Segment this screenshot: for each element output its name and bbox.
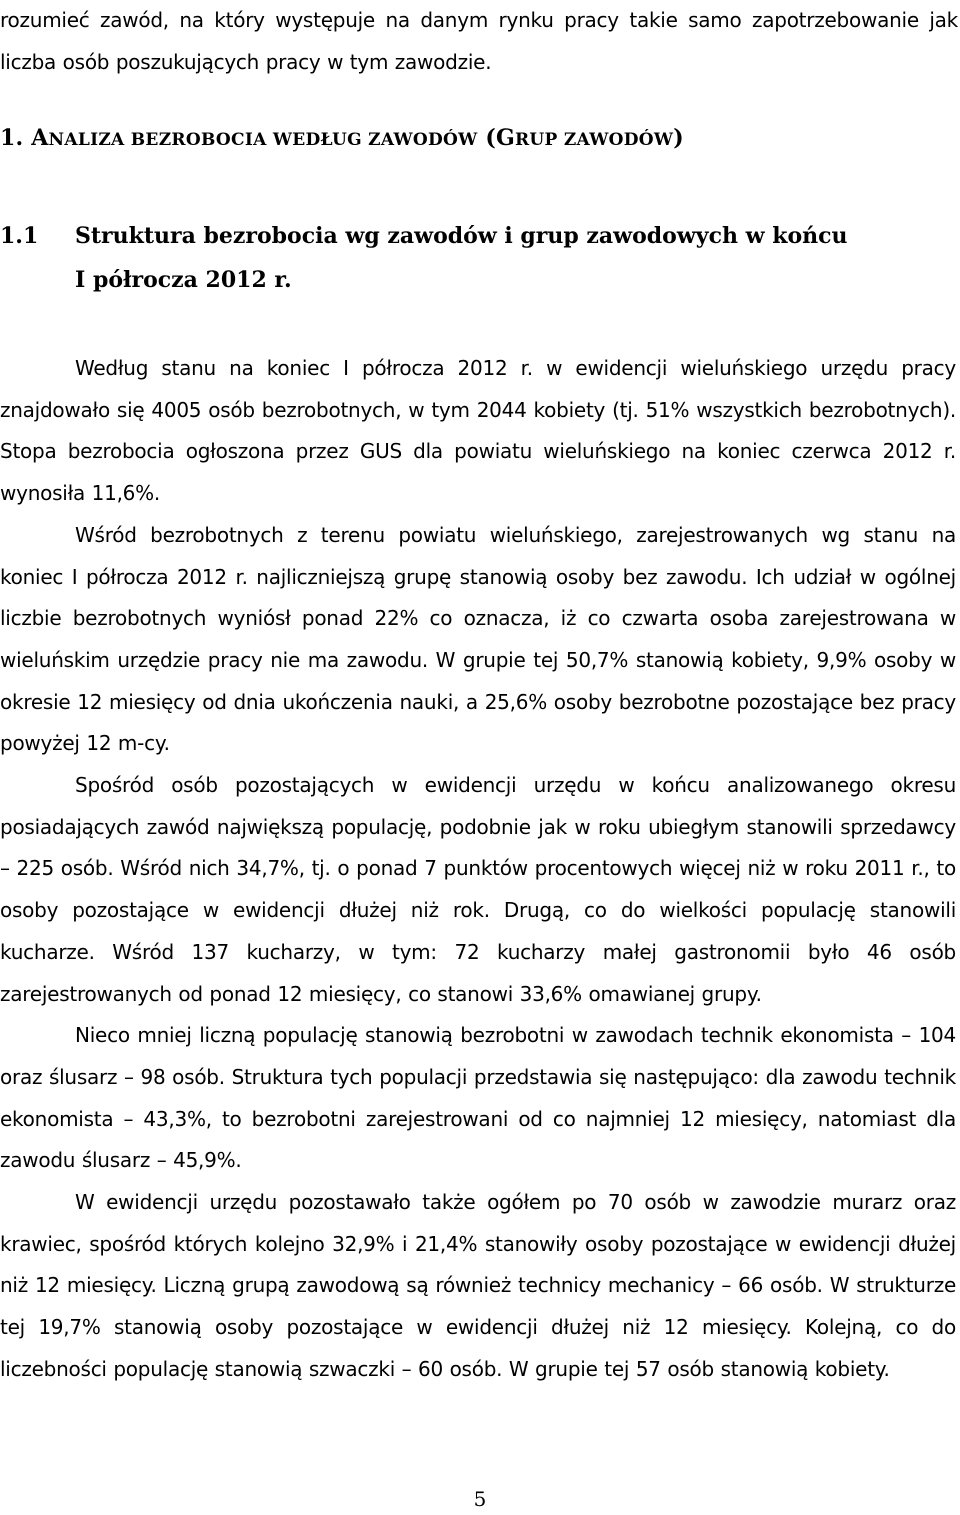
section-number: 1.	[0, 125, 32, 151]
paragraph-no-profession: Wśród bezrobotnych z terenu powiatu wieluńskiego, zarejestrowanych wg stanu na koniec I półrocza 2012 r. najliczniejszą grupę stanowią osoby bez zawodu. Ich udział w ogólnej liczbie bezrobotnych wyniósł ponad 22% co oznacza, iż co czwarta osoba zarejestrowana w wieluńskim urzędzie pracy nie ma zawodu. W grupie tej 50,7% stanowią kobiety, 9,9% osoby w okresie 12 miesięcy od dnia ukończenia nauki, a 25,6% osoby bezrobotne pozostające bez pracy powyżej 12 m-cy.	[0, 522, 956, 756]
section-title-rest: NALIZA BEZROBOCIA WEDŁUG ZAWODÓW	[48, 130, 478, 150]
paragraph-unemployment-stats: Według stanu na koniec I półrocza 2012 r. w ewidencji wieluńskiego urzędu pracy znajdowało się 4005 osób bezrobotnych, w tym 2044 kobiety (tj. 51% wszystkich bezrobotnych). Stopa bezrobocia ogłoszona przez GUS dla powiatu wieluńskiego na koniec czerwca 2012 r. wynosiła 11,6%.	[0, 356, 956, 506]
paragraph-sellers-cooks: Spośród osób pozostających w ewidencji urzędu w końcu analizowanego okresu posiadających zawód największą populację, podobnie jak w roku ubiegłym stanowili sprzedawcy – 225 osób. Wśród nich 34,7%, tj. o ponad 7 punktów procentowych więcej niż w roku 2011 r., to osoby pozostające w ewidencji dłużej niż rok. Drugą, co do wielkości populację stanowili kucharze. Wśród 137 kucharzy, w tym: 72 kucharzy małej gastronomii było 46 osób zarejestrowanych od ponad 12 miesięcy, co stanowi 33,6% omawianej grupy.	[0, 773, 956, 1006]
section-heading	[0, 116, 960, 162]
section-paren-open: (	[477, 125, 496, 151]
subsection-title-line2: I półrocza 2012 r.	[75, 267, 292, 293]
body-text	[0, 348, 958, 1391]
page-number: 5	[473, 1487, 487, 1511]
intro-paragraph: rozumieć zawód, na który występuje na danym rynku pracy takie samo zapotrzebowanie jak liczba osób poszukujących pracy w tym zawodzie.	[0, 8, 958, 74]
subsection-title-line1: Struktura bezrobocia wg zawodów i grup zawodowych w końcu	[75, 223, 848, 249]
subsection-heading	[0, 214, 960, 302]
section-subtitle-initial: G	[495, 125, 515, 151]
subsection-number: 1.1	[0, 223, 39, 249]
section-subtitle-rest: RUP ZAWODÓW	[514, 130, 674, 150]
section-title-initial: A	[31, 125, 49, 151]
paragraph-other-professions: W ewidencji urzędu pozostawało także ogółem po 70 osób w zawodzie murarz oraz krawiec, spośród których kolejno 32,9% i 21,4% stanowiły osoby pozostające w ewidencji dłużej niż 12 miesięcy. Liczną grupą zawodową są również technicy mechanicy – 66 osób. W strukturze tej 19,7% stanowią osoby pozostające w ewidencji dłużej niż 12 miesięcy. Kolejną, co do liczebności populację stanowią szwaczki – 60 osób. W grupie tej 57 osób stanowią kobiety.	[0, 1190, 956, 1381]
section-paren-close: )	[673, 125, 684, 151]
paragraph-economists-locksmiths: Nieco mniej liczną populację stanowią bezrobotni w zawodach technik ekonomista – 104 oraz ślusarz – 98 osób. Struktura tych populacji przedstawia się następująco: dla zawodu technik ekonomista – 43,3%, to bezrobotni zarejestrowani od co najmniej 12 miesięcy, natomiast dla zawodu ślusarz – 45,9%.	[0, 1023, 956, 1173]
subsection-heading-line1	[0, 214, 960, 258]
